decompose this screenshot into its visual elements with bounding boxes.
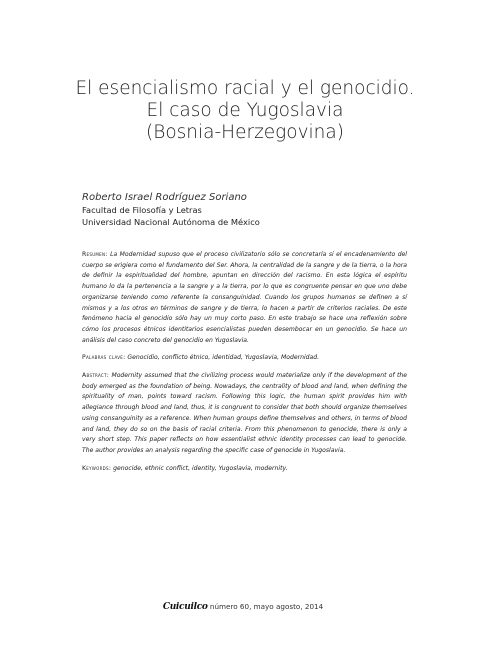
keywords-paragraph: [82, 464, 407, 475]
abstract-block: [82, 250, 407, 481]
author-block: [82, 191, 402, 228]
palabras-clave-label: Palabras clave:: [82, 354, 126, 362]
abstract-paragraph: [82, 371, 407, 457]
affiliation-university: Universidad Nacional Autónoma de México: [82, 217, 260, 227]
author-name: Roberto Israel Rodríguez Soriano: [82, 192, 247, 203]
title-line-3: (Bosnia-Herzegovina): [146, 122, 344, 143]
abstract-text: Modernity assumed that the civilizing process would materialize only if the development of the body emerged as the foundation of being. Nowadays, the centrality of blood and land, when defining the spirituality of man, points toward racism. Following this logic, the human spirit provides him with allegiance through blood and land, thus, it is congruent to consider that both should organize themselves using consanguinity as a reference. When human groups define themselves and others, in terms of blood and land, they do so on the basis of racial criteria. From this phenomenon to genocide, there is only a very short step. This paper reflects on how essentialist ethnic identity processes can lead to genocide. The author provides an analysis regarding the specific case of genocide in Yugoslavia.: [82, 372, 407, 454]
affiliation-faculty: Facultad de Filosofía y Letras: [82, 205, 202, 215]
keywords-text: genocide, ethnic conflict, identity, Yugoslavia, modernity.: [113, 464, 288, 472]
resumen-text: La Modernidad supuso que el proceso civilizatorio sólo se concretaría si el encadenamiento del cuerpo se erigiera como el fundamento del Ser. Ahora, la centralidad de la sangre y de la tierra, o la hora de definir la espiritualidad del hombre, apuntan en dirección del racismo. En esta lógica el espíritu humano lo da la pertenencia a la sangre y a la tierra, por lo que es congruente pensar en que uno debe organizarse teniendo como referente la consanguinidad. Cuando los grupos humanos se definen a sí mismos y a los otros en términos de sangre y de tierra, lo hacen a partir de criterios raciales. De este fenómeno hacia el genocidio sólo hay un muy corto paso. En este trabajo se hace una reflexión sobre cómo los procesos étnicos identitarios esencialistas pueden desembocar en un genocidio. Se hace un análisis del caso concreto del genocidio en Yugoslavia.: [82, 251, 408, 344]
title-line-1: El esencialismo racial y el genocidio.: [75, 78, 415, 99]
keywords-label: Keywords:: [82, 464, 112, 472]
page-footer: [118, 602, 368, 612]
resumen-paragraph: [82, 250, 407, 346]
issue-info: número 60, mayo agosto, 2014: [209, 602, 324, 611]
journal-logo: Cuicuilco: [162, 602, 208, 612]
resumen-label: Resumen:: [82, 251, 108, 258]
palabras-clave-text: Genocidio, conflicto étnico, identidad, Yugoslavia, Modernidad.: [127, 354, 320, 362]
palabras-clave-paragraph: [82, 353, 407, 364]
title-line-2: El caso de Yugoslavia: [146, 100, 344, 121]
article-title: [70, 78, 420, 144]
abstract-label: Abstract:: [82, 372, 110, 380]
